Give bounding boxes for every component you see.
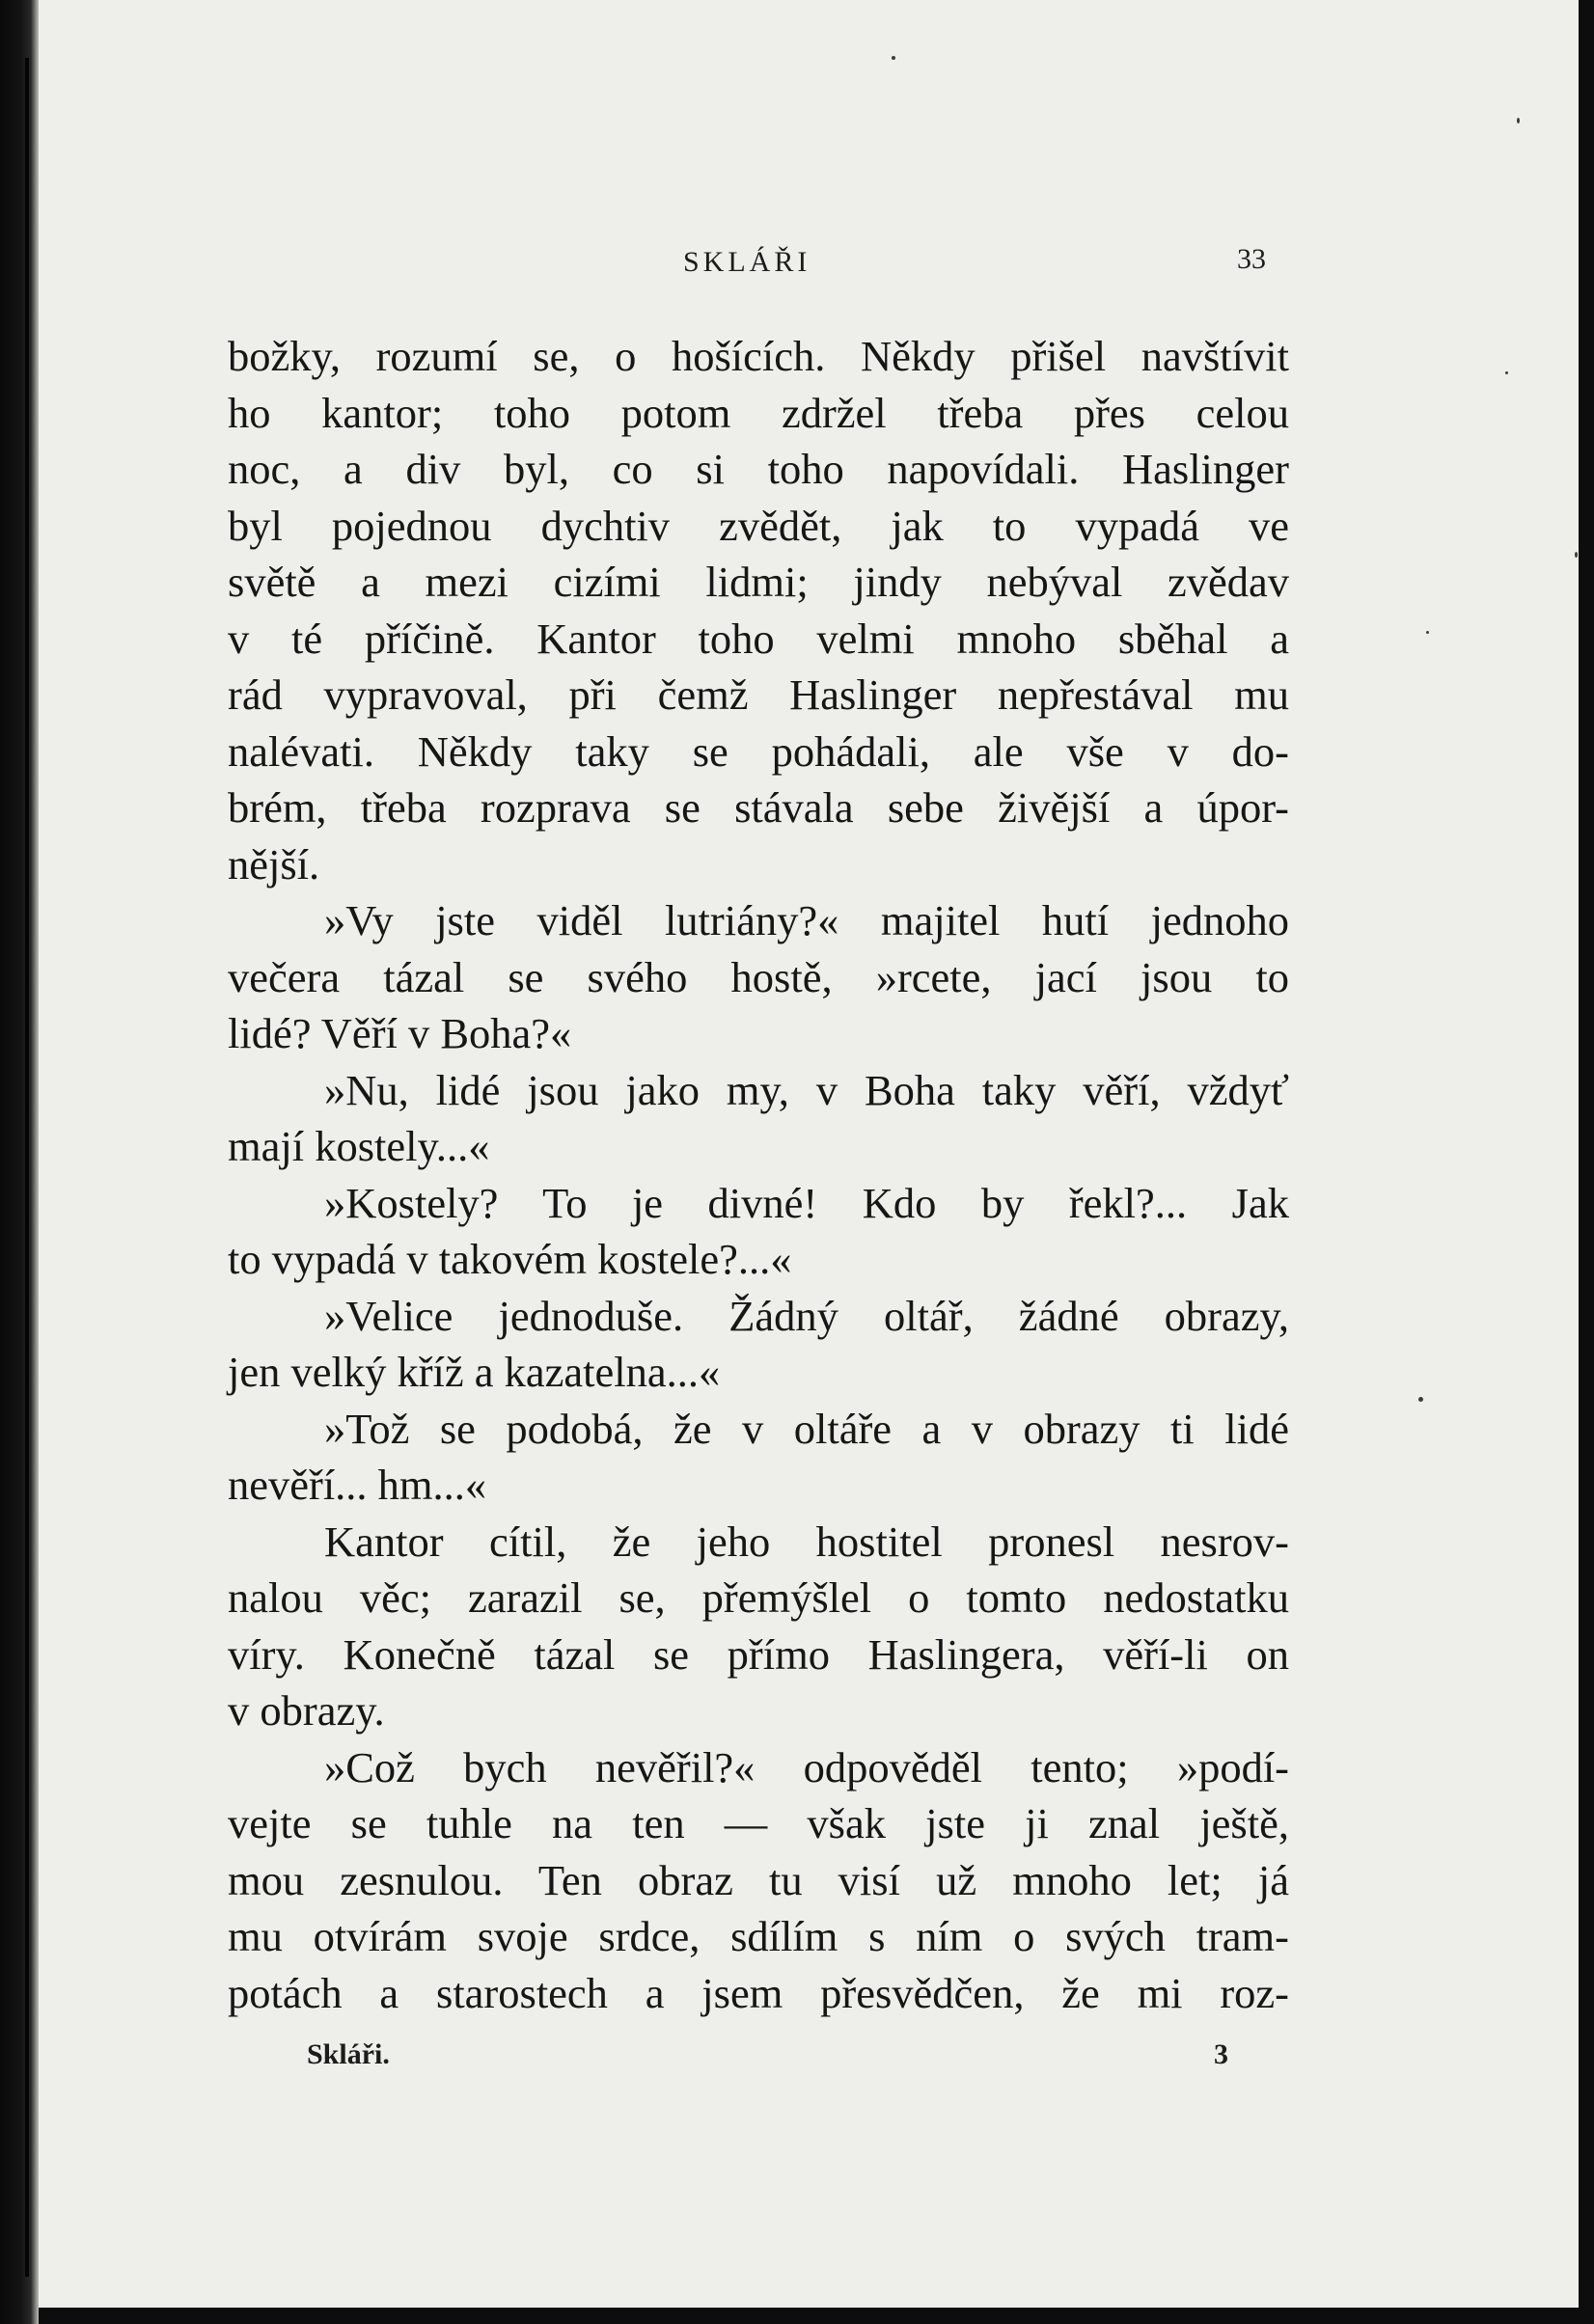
paper-speck: [1575, 552, 1578, 558]
signature-number: 3: [1214, 2038, 1228, 2070]
book-binding-shadow: [0, 0, 39, 2324]
text-line: »Velice jednoduše. Žádný oltář, žádné obrazy,: [324, 1291, 1289, 1340]
text-line: »Vy jste viděl lutriány?« majitel hutí jednoho: [324, 896, 1289, 944]
signature-mark: Skláři.: [307, 2038, 390, 2070]
paper-speck: [1517, 118, 1520, 123]
text-line: nalévati. Někdy taky se pohádali, ale vše v do-: [228, 726, 1289, 776]
running-title: SKLÁŘI: [683, 246, 811, 278]
text-line: nalou věc; zarazil se, přemýšlel o tomto nedostatku: [228, 1573, 1289, 1622]
text-line: mají kostely...«: [228, 1122, 490, 1170]
text-line: jen velký kříž a kazatelna...«: [228, 1348, 721, 1396]
spine-edge: [25, 58, 29, 2277]
body-text: [228, 328, 1289, 2021]
text-line: vejte se tuhle na ten — však jste ji znal ještě,: [228, 1799, 1289, 1847]
text-line: mu otvírám svoje srdce, sdílím s ním o svých tram-: [228, 1912, 1289, 1960]
text-line: »Kostely? To je divné! Kdo by řekl?... Jak: [324, 1178, 1289, 1227]
text-line: rád vypravoval, při čemž Haslinger nepřestával mu: [228, 670, 1289, 719]
text-line: v obrazy.: [228, 1686, 385, 1735]
text-line: víry. Konečně tázal se přímo Haslingera, věří-li on: [228, 1629, 1289, 1679]
text-line: »Což bych nevěřil?« odpověděl tento; »podí-: [324, 1742, 1289, 1791]
text-line: lidé? Věří v Boha?«: [228, 1009, 572, 1057]
text-line: večera tázal se svého hostě, »rcete, jací jsou to: [228, 952, 1289, 1001]
paper-speck: [1426, 631, 1429, 634]
paper-speck: [1418, 1397, 1423, 1402]
paper-speck: [892, 56, 895, 60]
text-line: »Tož se podobá, že v oltáře a v obrazy ti lidé: [324, 1404, 1289, 1453]
text-line: byl pojednou dychtiv zvědět, jak to vypadá ve: [228, 501, 1289, 550]
text-line: ho kantor; toho potom zdržel třeba přes celou: [228, 388, 1289, 437]
text-line: božky, rozumí se, o hošících. Někdy přišel navštívit: [228, 332, 1289, 380]
text-line: mou zesnulou. Ten obraz tu visí už mnoho let; já: [228, 1855, 1289, 1904]
text-line: Kantor cítil, že jeho hostitel pronesl nesrov-: [324, 1517, 1289, 1566]
text-line: nější.: [228, 839, 320, 889]
text-line: »Nu, lidé jsou jako my, v Boha taky věří, vždyť: [324, 1065, 1289, 1114]
text-line: potách a starostech a jsem přesvědčen, že mi roz-: [228, 1968, 1289, 2017]
text-line: v té příčině. Kantor toho velmi mnoho sběhal a: [228, 614, 1289, 663]
text-line: nevěří... hm...«: [228, 1461, 487, 1509]
text-line: světě a mezi cizími lidmi; jindy nebýval zvědav: [228, 558, 1289, 606]
text-line: to vypadá v takovém kostele?...«: [228, 1235, 792, 1283]
page-number: 33: [1237, 243, 1266, 275]
text-line: brém, třeba rozprava se stávala sebe živější a úpor-: [228, 783, 1289, 832]
text-line: noc, a div byl, co si toho napovídali. Haslinger: [228, 445, 1289, 493]
paper-speck: [1505, 371, 1508, 374]
